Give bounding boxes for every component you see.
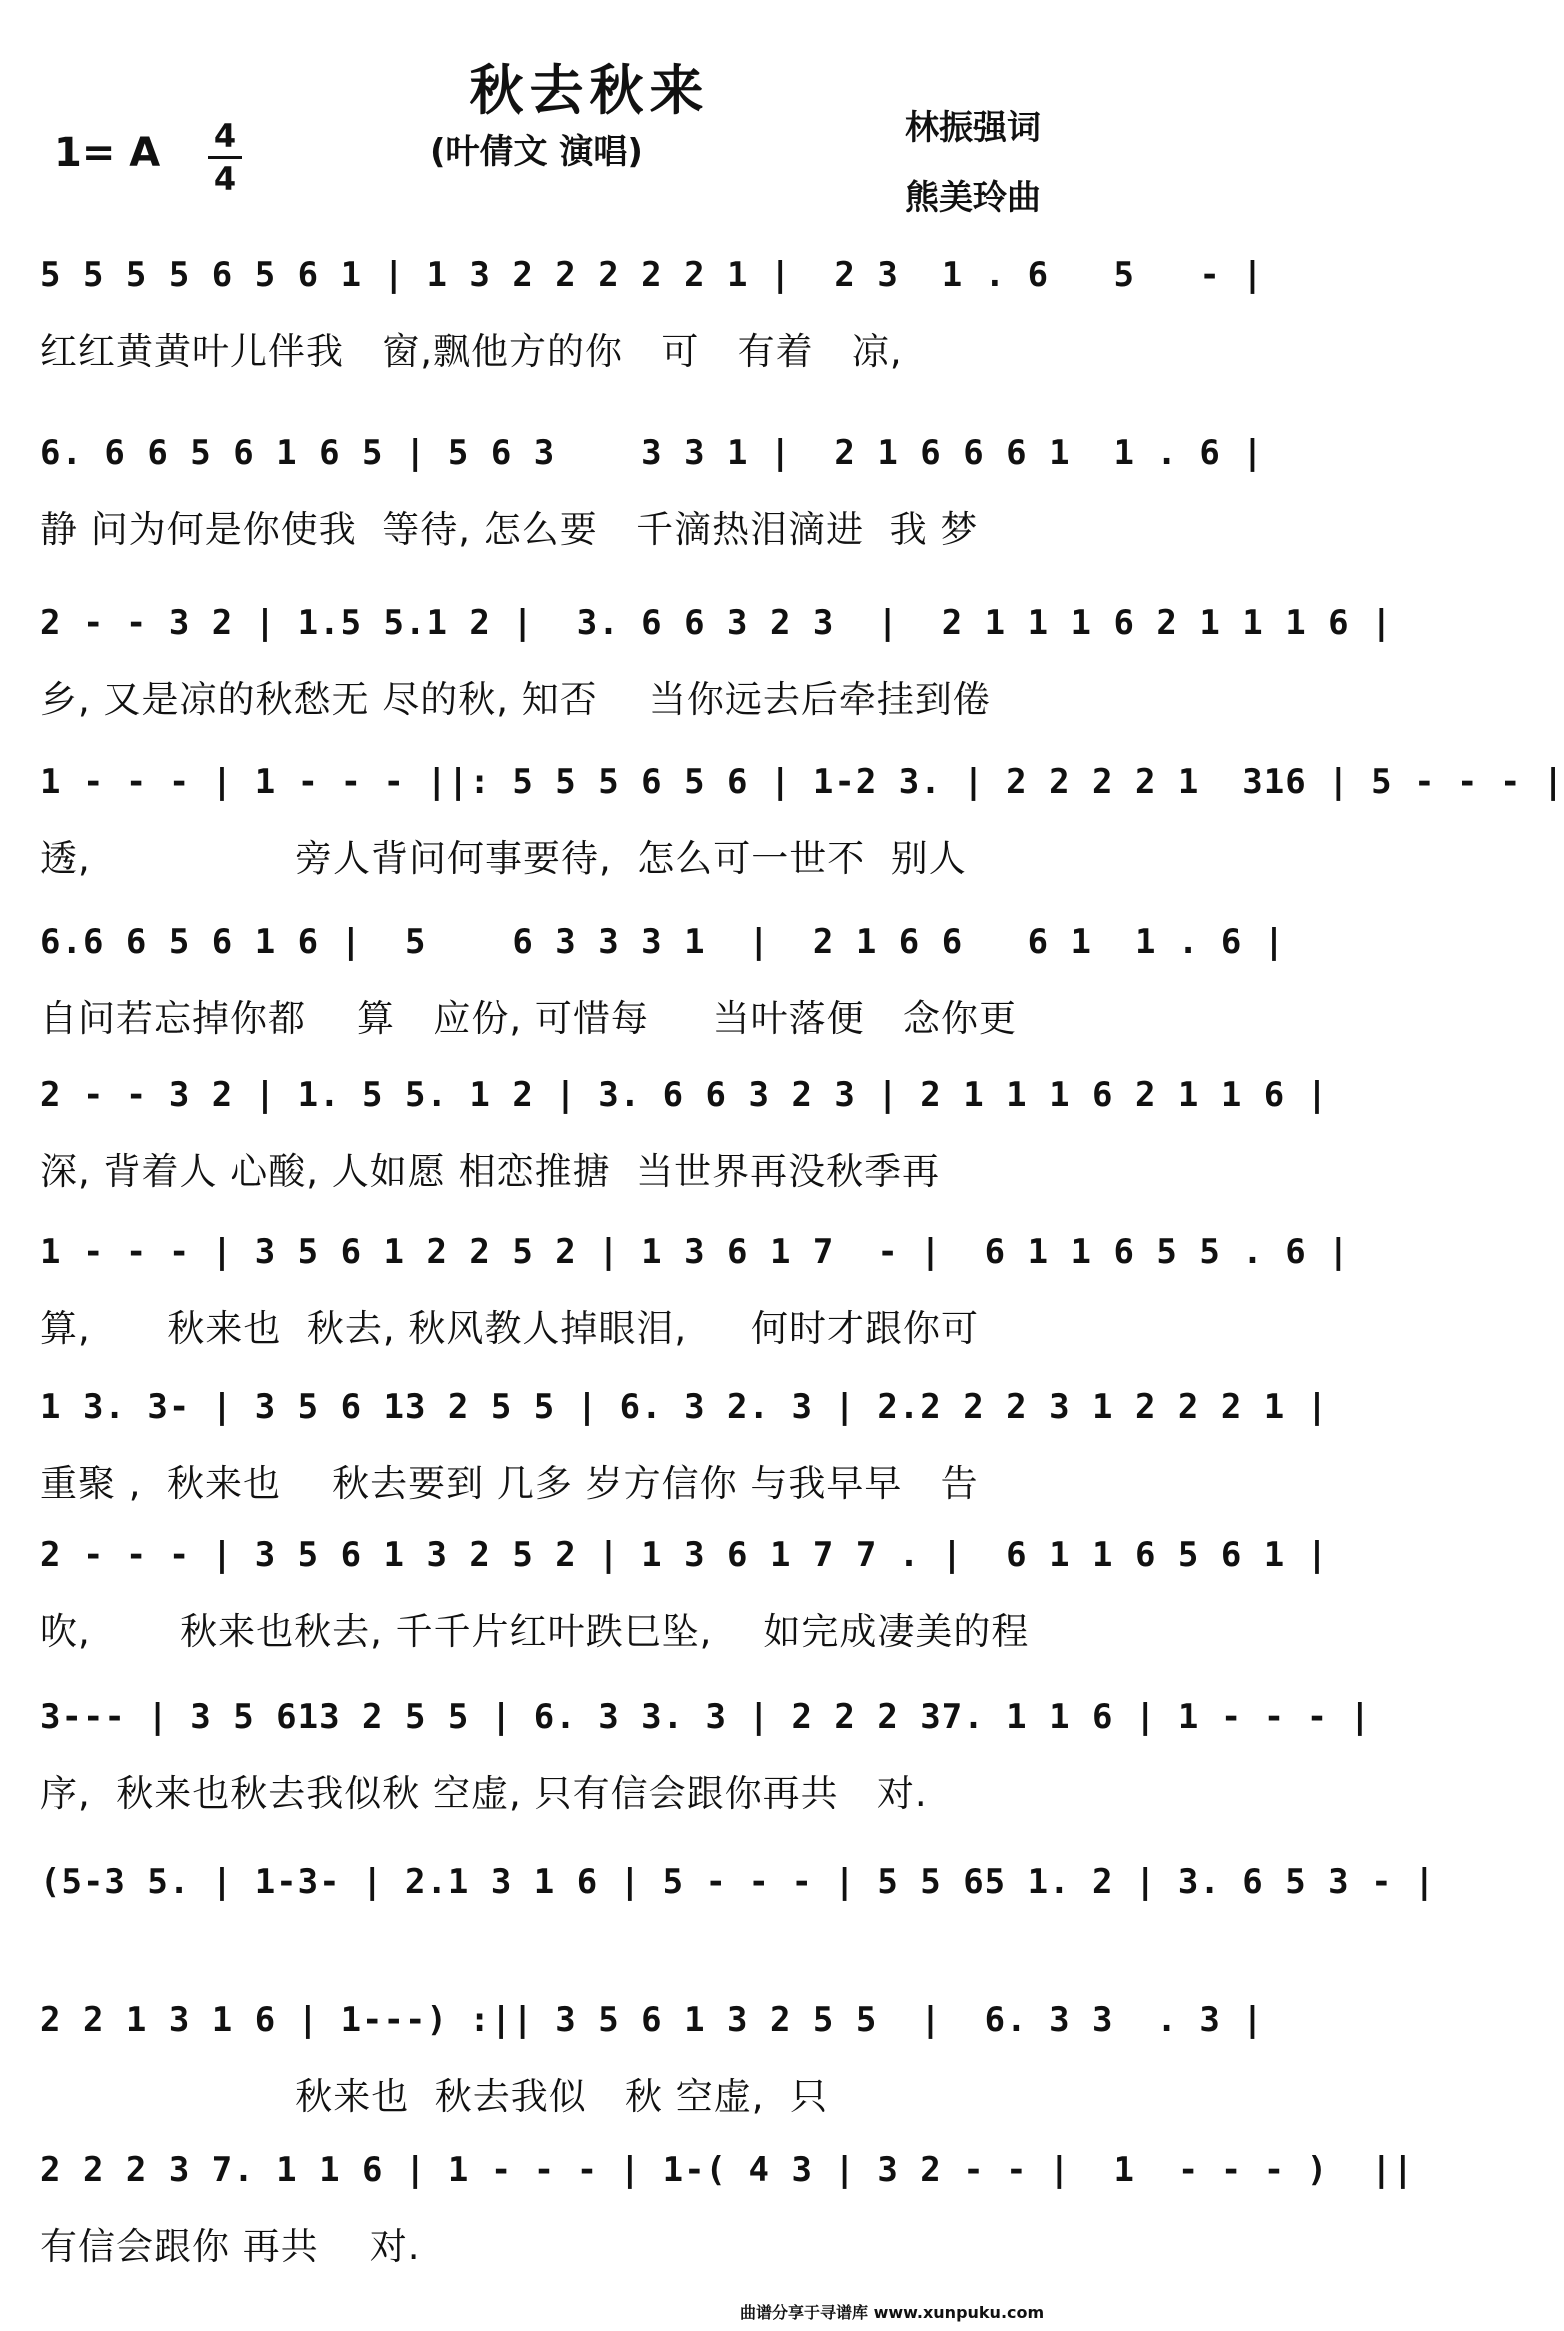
notation-line: 1 - - - | 3 5 6 1 2 2 5 2 | 1 3 6 1 7 - | 6 1 1 6 5 5 . 6 | (40, 1232, 1350, 1272)
notation-line: 5 5 5 5 6 5 6 1 | 1 3 2 2 2 2 2 1 | 2 3 1 . 6 5 - | (40, 255, 1264, 295)
lyric-line: 自问若忘掉你都 算 应份, 可惜每 当叶落便 念你更 (40, 997, 1017, 1040)
time-signature (208, 118, 242, 197)
key-signature: 1= A (54, 130, 161, 176)
source-footer: 曲谱分享于寻谱库 www.xunpuku.com (740, 2303, 1045, 2322)
notation-line: 2 - - 3 2 | 1. 5 5. 1 2 | 3. 6 6 3 2 3 | 2 1 1 1 6 2 1 1 6 | (40, 1075, 1329, 1115)
lyric-line: 静 问为何是你使我 等待, 怎么要 千滴热泪滴进 我 梦 (40, 508, 979, 551)
lyric-line: 秋来也 秋去我似 秋 空虚, 只 (40, 2075, 829, 2118)
lyric-line: 重聚 , 秋来也 秋去要到 几多 岁方信你 与我早早 告 (40, 1462, 979, 1505)
meter-top: 4 (213, 117, 237, 155)
notation-line: 2 - - 3 2 | 1.5 5.1 2 | 3. 6 6 3 2 3 | 2 1 1 1 6 2 1 1 1 6 | (40, 603, 1393, 643)
lyricist-credit: 林振强词 (905, 108, 1041, 148)
notation-line: 3--- | 3 5 613 2 5 5 | 6. 3 3. 3 | 2 2 2 37. 1 1 6 | 1 - - - | (40, 1697, 1372, 1737)
notation-line: 2 - - - | 3 5 6 1 3 2 5 2 | 1 3 6 1 7 7 . | 6 1 1 6 5 6 1 | (40, 1535, 1329, 1575)
lyric-line: 序, 秋来也秋去我似秋 空虚, 只有信会跟你再共 对. (40, 1772, 928, 1815)
lyric-line: 透, 旁人背问何事要待, 怎么可一世不 别人 (40, 837, 967, 880)
notation-line: 2 2 1 3 1 6 | 1---) :|| 3 5 6 1 3 2 5 5 | 6. 3 3 . 3 | (40, 2000, 1264, 2040)
lyric-line: 乡, 又是凉的秋愁无 尽的秋, 知否 当你远去后牵挂到倦 (40, 678, 991, 721)
notation-line: 1 - - - | 1 - - - ||: 5 5 5 6 5 6 | 1-2 3. | 2 2 2 2 1 316 | 5 - - - | (40, 762, 1564, 802)
lyric-line: 红红黄黄叶儿伴我 窗,飘他方的你 可 有着 凉, (40, 330, 903, 373)
notation-line: (5-3 5. | 1-3- | 2.1 3 1 6 | 5 - - - | 5 5 65 1. 2 | 3. 6 5 3 - | (40, 1862, 1436, 1902)
lyric-line: 有信会跟你 再共 对. (40, 2225, 421, 2268)
notation-line: 6. 6 6 5 6 1 6 5 | 5 6 3 3 3 1 | 2 1 6 6 6 1 1 . 6 | (40, 433, 1264, 473)
composer-credit: 熊美玲曲 (905, 178, 1041, 218)
meter-bottom: 4 (213, 160, 237, 198)
song-title: 秋去秋来 (469, 58, 710, 122)
lyric-line: 深, 背着人 心酸, 人如愿 相恋推搪 当世界再没秋季再 (40, 1150, 941, 1193)
meter-divider (208, 156, 242, 159)
performer-credit: (叶倩文 演唱) (430, 132, 643, 172)
notation-line: 2 2 2 3 7. 1 1 6 | 1 - - - | 1-( 4 3 | 3 2 - - | 1 - - - ) || (40, 2150, 1415, 2190)
notation-line: 6.6 6 5 6 1 6 | 5 6 3 3 3 1 | 2 1 6 6 6 1 1 . 6 | (40, 922, 1286, 962)
notation-line: 1 3. 3- | 3 5 6 13 2 5 5 | 6. 3 2. 3 | 2.2 2 2 3 1 2 2 2 1 | (40, 1387, 1329, 1427)
lyric-line: 算, 秋来也 秋去, 秋风教人掉眼泪, 何时才跟你可 (40, 1307, 979, 1350)
lyric-line: 吹, 秋来也秋去, 千千片红叶跌巳坠, 如完成凄美的程 (40, 1610, 1030, 1653)
